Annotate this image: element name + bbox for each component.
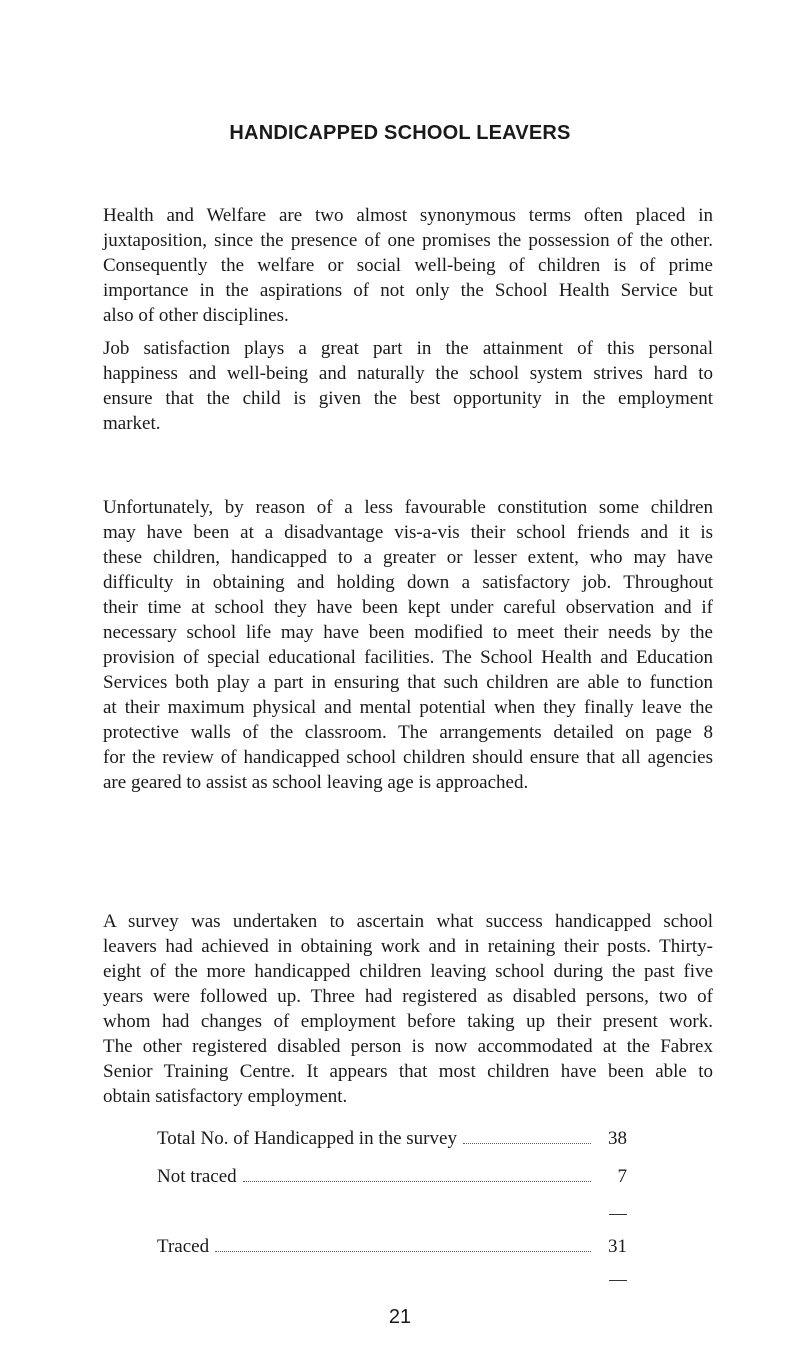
text-line: whom had changes of employment before taking up their present work. bbox=[103, 1011, 713, 1032]
traced-value: 31 bbox=[608, 1236, 627, 1257]
text-line: for the review of handicapped school children should ensure that all agencies bbox=[103, 747, 713, 768]
text-line: Senior Training Centre. It appears that most children have been able to bbox=[103, 1061, 713, 1082]
traced-label: Traced bbox=[157, 1236, 210, 1257]
text-line: ensure that the child is given the best opportunity in the employment bbox=[103, 388, 713, 409]
paragraph-job-satisfaction bbox=[103, 336, 713, 436]
text-line: A survey was undertaken to ascertain what success handicapped school bbox=[103, 911, 713, 932]
text-line: at their maximum physical and mental potential when they finally leave the bbox=[103, 697, 713, 718]
page-title: HANDICAPPED SCHOOL LEAVERS bbox=[229, 122, 571, 144]
text-line: these children, handicapped to a greater or lesser extent, who may have bbox=[103, 547, 713, 568]
not-traced-value: 7 bbox=[617, 1166, 627, 1187]
text-line: years were followed up. Three had registered as disabled persons, two of bbox=[103, 986, 713, 1007]
text-line: also of other disciplines. bbox=[103, 305, 289, 326]
text-line: protective walls of the classroom. The arrangements detailed on page 8 bbox=[103, 722, 713, 743]
text-line: juxtaposition, since the presence of one promises the possession of the other. bbox=[103, 230, 713, 251]
text-line: Services both play a part in ensuring that such children are able to function bbox=[103, 672, 713, 693]
total-rule bbox=[609, 1280, 627, 1281]
text-line: provision of special educational facilities. The School Health and Education bbox=[103, 647, 713, 668]
text-line: eight of the more handicapped children leaving school during the past five bbox=[103, 961, 713, 982]
text-line: Unfortunately, by reason of a less favourable constitution some children bbox=[103, 497, 713, 518]
text-line: Job satisfaction plays a great part in the attainment of this personal bbox=[103, 338, 713, 359]
leader-dots bbox=[463, 1129, 591, 1144]
text-line: necessary school life may have been modified to meet their needs by the bbox=[103, 622, 713, 643]
text-line: The other registered disabled person is now accommodated at the Fabrex bbox=[103, 1036, 713, 1057]
text-line: difficulty in obtaining and holding down a satisfactory job. Throughout bbox=[103, 572, 713, 593]
leader-dots bbox=[215, 1237, 591, 1252]
not-traced-label: Not traced bbox=[157, 1166, 237, 1187]
text-line: Consequently the welfare or social well-being of children is of prime bbox=[103, 255, 713, 276]
total-label: Total No. of Handicapped in the survey bbox=[157, 1128, 457, 1149]
paragraph-health-welfare bbox=[103, 203, 713, 328]
text-line: may have been at a disadvantage vis-a-vis their school friends and it is bbox=[103, 522, 713, 543]
text-line: obtain satisfactory employment. bbox=[103, 1086, 348, 1107]
text-line: market. bbox=[103, 413, 161, 434]
text-line: leavers had achieved in obtaining work and in retaining their posts. Thirty- bbox=[103, 936, 713, 957]
leader-dots bbox=[243, 1167, 591, 1182]
text-line: their time at school they have been kept under careful observation and if bbox=[103, 597, 713, 618]
total-value: 38 bbox=[608, 1128, 627, 1149]
page-number: 21 bbox=[388, 1306, 412, 1328]
summary-row-traced bbox=[157, 1236, 627, 1262]
summary-row-not-traced bbox=[157, 1166, 627, 1192]
subtotal-rule bbox=[609, 1214, 627, 1215]
text-line: happiness and well-being and naturally the school system strives hard to bbox=[103, 363, 713, 384]
summary-row-total bbox=[157, 1128, 627, 1154]
text-line: Health and Welfare are two almost synonymous terms often placed in bbox=[103, 205, 713, 226]
text-line: importance in the aspirations of not only the School Health Service but bbox=[103, 280, 713, 301]
text-line: are geared to assist as school leaving age is approached. bbox=[103, 772, 529, 793]
paragraph-survey bbox=[103, 909, 713, 1109]
paragraph-disadvantage bbox=[103, 495, 713, 795]
